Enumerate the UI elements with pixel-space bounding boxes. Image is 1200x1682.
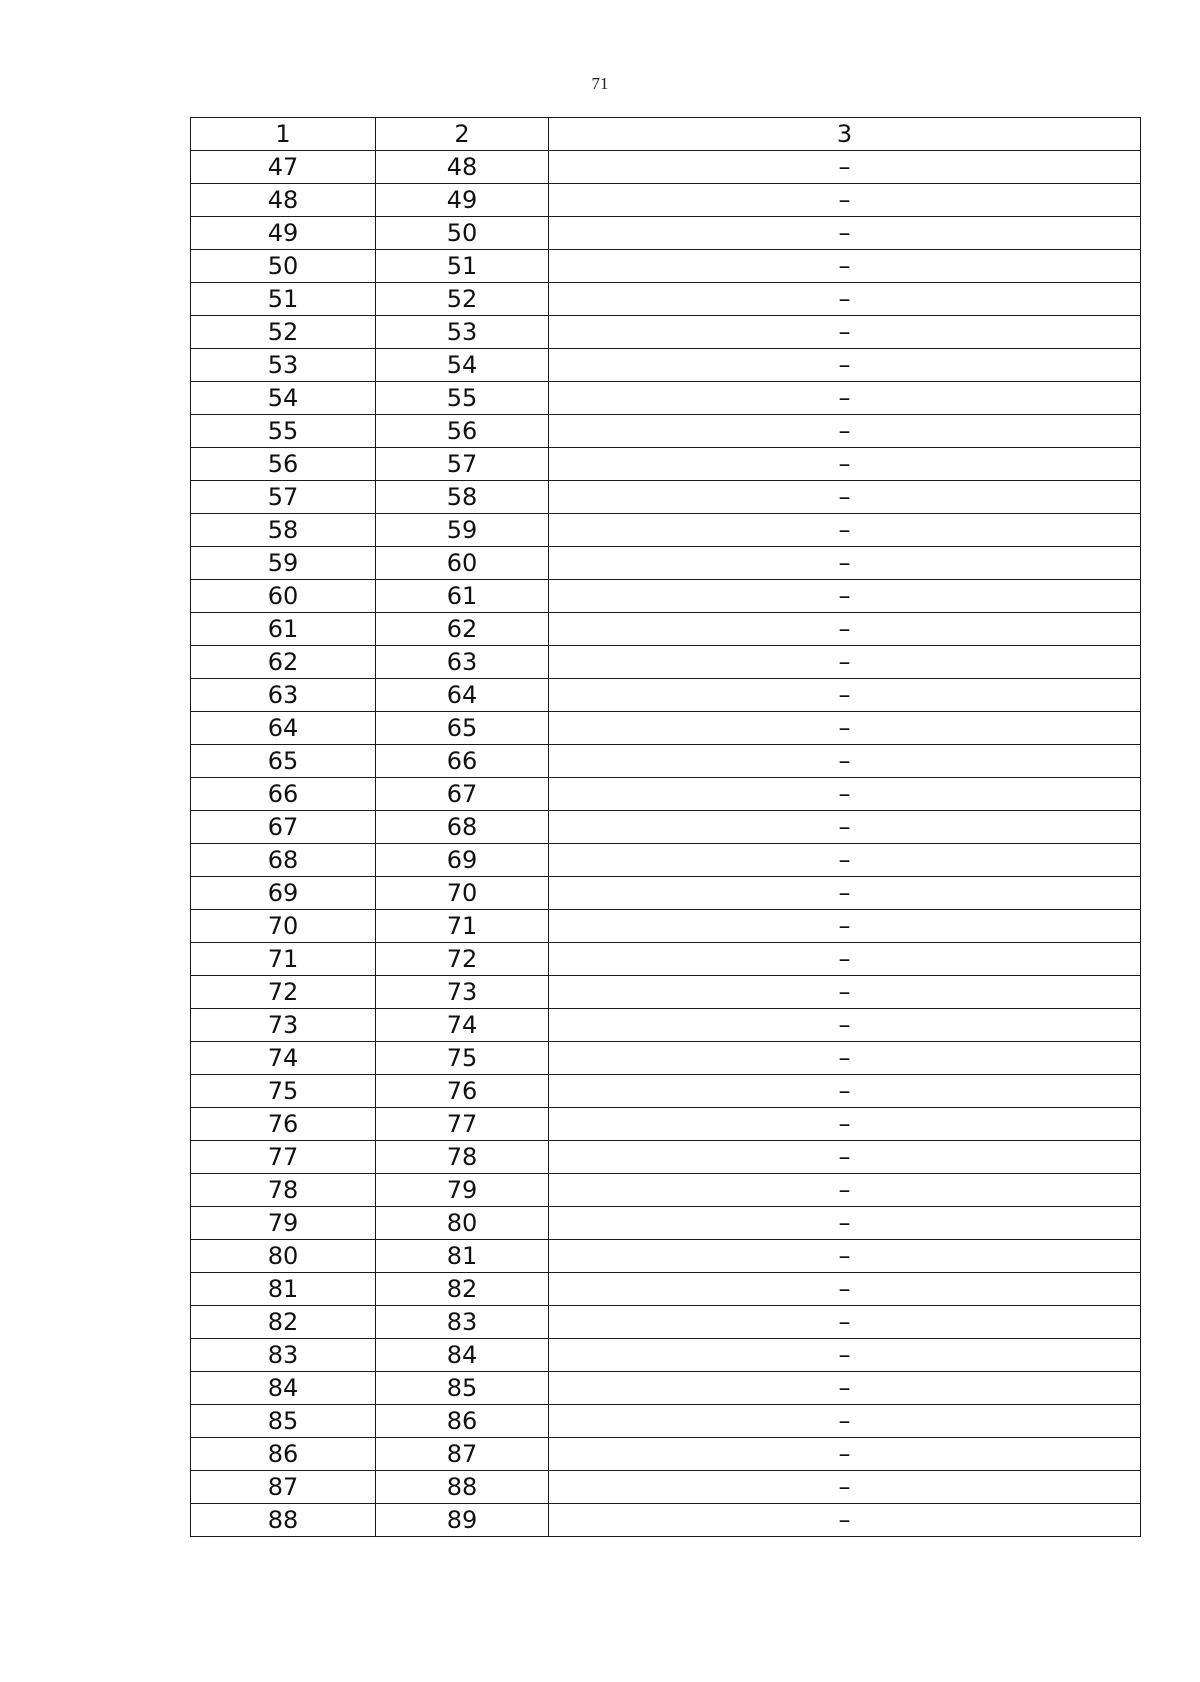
table-cell-col-1: 72	[191, 976, 376, 1009]
table-row	[191, 481, 1141, 514]
table-cell-col-1: 68	[191, 844, 376, 877]
table-cell-col-1: 61	[191, 613, 376, 646]
table-cell-col-2: 48	[376, 151, 549, 184]
table-cell-col-2: 85	[376, 1372, 549, 1405]
table-cell-col-3: –	[549, 1141, 1141, 1174]
table-row	[191, 844, 1141, 877]
table-row	[191, 1240, 1141, 1273]
table-row	[191, 712, 1141, 745]
table-row	[191, 283, 1141, 316]
table-cell-col-2: 66	[376, 745, 549, 778]
table-cell-col-3: –	[549, 1339, 1141, 1372]
table-row	[191, 382, 1141, 415]
header-cell-col-1: 1	[191, 118, 376, 151]
table-row	[191, 514, 1141, 547]
table-cell-col-2: 65	[376, 712, 549, 745]
table-cell-col-3: –	[549, 1240, 1141, 1273]
table-cell-col-2: 69	[376, 844, 549, 877]
table-cell-col-1: 87	[191, 1471, 376, 1504]
table-row	[191, 943, 1141, 976]
table-cell-col-3: –	[549, 1273, 1141, 1306]
table-cell-col-2: 88	[376, 1471, 549, 1504]
table-cell-col-3: –	[549, 514, 1141, 547]
table-cell-col-1: 56	[191, 448, 376, 481]
table-cell-col-3: –	[549, 646, 1141, 679]
table-row	[191, 1075, 1141, 1108]
table-cell-col-3: –	[549, 184, 1141, 217]
table-cell-col-3: –	[549, 910, 1141, 943]
table-cell-col-2: 83	[376, 1306, 549, 1339]
table-cell-col-1: 54	[191, 382, 376, 415]
table-cell-col-2: 86	[376, 1405, 549, 1438]
table-cell-col-2: 61	[376, 580, 549, 613]
table-cell-col-2: 81	[376, 1240, 549, 1273]
table-row	[191, 646, 1141, 679]
table-cell-col-1: 55	[191, 415, 376, 448]
table-cell-col-2: 79	[376, 1174, 549, 1207]
table-cell-col-3: –	[549, 151, 1141, 184]
table-cell-col-3: –	[549, 382, 1141, 415]
table-row	[191, 547, 1141, 580]
table-cell-col-1: 47	[191, 151, 376, 184]
table-cell-col-3: –	[549, 481, 1141, 514]
table-cell-col-2: 77	[376, 1108, 549, 1141]
table-row	[191, 1108, 1141, 1141]
table-cell-col-2: 70	[376, 877, 549, 910]
table-cell-col-1: 62	[191, 646, 376, 679]
table-row	[191, 1141, 1141, 1174]
table-cell-col-2: 54	[376, 349, 549, 382]
table-cell-col-2: 52	[376, 283, 549, 316]
table-cell-col-3: –	[549, 613, 1141, 646]
table-row	[191, 1372, 1141, 1405]
table-cell-col-3: –	[549, 1207, 1141, 1240]
page-number: 71	[591, 74, 609, 93]
table-cell-col-1: 75	[191, 1075, 376, 1108]
table-cell-col-1: 51	[191, 283, 376, 316]
table-cell-col-3: –	[549, 448, 1141, 481]
table-cell-col-1: 85	[191, 1405, 376, 1438]
table-cell-col-3: –	[549, 1042, 1141, 1075]
table-cell-col-3: –	[549, 877, 1141, 910]
table-cell-col-2: 53	[376, 316, 549, 349]
table-cell-col-1: 74	[191, 1042, 376, 1075]
table-cell-col-2: 55	[376, 382, 549, 415]
table-row	[191, 910, 1141, 943]
table-cell-col-2: 80	[376, 1207, 549, 1240]
table-cell-col-3: –	[549, 976, 1141, 1009]
table-cell-col-1: 50	[191, 250, 376, 283]
table-cell-col-3: –	[549, 250, 1141, 283]
table-cell-col-2: 89	[376, 1504, 549, 1537]
table-row	[191, 415, 1141, 448]
table-row	[191, 1339, 1141, 1372]
table-row	[191, 349, 1141, 382]
table-row	[191, 1405, 1141, 1438]
table-row	[191, 745, 1141, 778]
table-cell-col-2: 67	[376, 778, 549, 811]
table-cell-col-1: 76	[191, 1108, 376, 1141]
table-cell-col-3: –	[549, 1108, 1141, 1141]
table-cell-col-1: 67	[191, 811, 376, 844]
table-row	[191, 1273, 1141, 1306]
table-cell-col-3: –	[549, 1009, 1141, 1042]
table-row	[191, 217, 1141, 250]
table-cell-col-3: –	[549, 811, 1141, 844]
table-cell-col-2: 60	[376, 547, 549, 580]
table-cell-col-1: 64	[191, 712, 376, 745]
table-row	[191, 316, 1141, 349]
table-cell-col-2: 59	[376, 514, 549, 547]
header-cell-col-2: 2	[376, 118, 549, 151]
table-cell-col-3: –	[549, 745, 1141, 778]
table-row	[191, 1471, 1141, 1504]
table-header-row	[191, 118, 1141, 151]
table-row	[191, 1009, 1141, 1042]
table-cell-col-2: 58	[376, 481, 549, 514]
table-cell-col-3: –	[549, 1471, 1141, 1504]
table-cell-col-1: 48	[191, 184, 376, 217]
table-cell-col-2: 63	[376, 646, 549, 679]
table-cell-col-2: 71	[376, 910, 549, 943]
table-cell-col-1: 77	[191, 1141, 376, 1174]
table-cell-col-3: –	[549, 283, 1141, 316]
table-cell-col-3: –	[549, 1372, 1141, 1405]
table-row	[191, 1174, 1141, 1207]
table-cell-col-2: 82	[376, 1273, 549, 1306]
table-row	[191, 1042, 1141, 1075]
table-cell-col-2: 73	[376, 976, 549, 1009]
table-cell-col-1: 69	[191, 877, 376, 910]
table-cell-col-3: –	[549, 349, 1141, 382]
table-body	[191, 118, 1141, 1537]
table-cell-col-1: 53	[191, 349, 376, 382]
table-cell-col-1: 63	[191, 679, 376, 712]
table-row	[191, 580, 1141, 613]
table-cell-col-2: 57	[376, 448, 549, 481]
table-cell-col-2: 64	[376, 679, 549, 712]
table-cell-col-1: 73	[191, 1009, 376, 1042]
table-cell-col-1: 59	[191, 547, 376, 580]
table-row	[191, 976, 1141, 1009]
table-row	[191, 877, 1141, 910]
table-cell-col-2: 84	[376, 1339, 549, 1372]
table-cell-col-1: 49	[191, 217, 376, 250]
table-cell-col-2: 78	[376, 1141, 549, 1174]
table-cell-col-2: 87	[376, 1438, 549, 1471]
table-cell-col-1: 65	[191, 745, 376, 778]
table-cell-col-2: 76	[376, 1075, 549, 1108]
table-cell-col-3: –	[549, 679, 1141, 712]
table-cell-col-2: 51	[376, 250, 549, 283]
table-cell-col-1: 71	[191, 943, 376, 976]
table-row	[191, 151, 1141, 184]
table-cell-col-3: –	[549, 316, 1141, 349]
table-cell-col-1: 78	[191, 1174, 376, 1207]
header-cell-col-3: 3	[549, 118, 1141, 151]
table-row	[191, 1438, 1141, 1471]
table-cell-col-1: 60	[191, 580, 376, 613]
table-cell-col-3: –	[549, 1405, 1141, 1438]
table-cell-col-3: –	[549, 1438, 1141, 1471]
table-cell-col-1: 57	[191, 481, 376, 514]
table-cell-col-3: –	[549, 1306, 1141, 1339]
table-cell-col-2: 72	[376, 943, 549, 976]
table-cell-col-2: 50	[376, 217, 549, 250]
table-cell-col-3: –	[549, 712, 1141, 745]
table-cell-col-1: 80	[191, 1240, 376, 1273]
table-cell-col-3: –	[549, 547, 1141, 580]
table-cell-col-1: 83	[191, 1339, 376, 1372]
table-row	[191, 1504, 1141, 1537]
table-row	[191, 613, 1141, 646]
table-row	[191, 184, 1141, 217]
table-cell-col-1: 81	[191, 1273, 376, 1306]
table-cell-col-2: 75	[376, 1042, 549, 1075]
table-cell-col-3: –	[549, 1075, 1141, 1108]
table-cell-col-3: –	[549, 415, 1141, 448]
table-cell-col-1: 86	[191, 1438, 376, 1471]
table-row	[191, 811, 1141, 844]
table-cell-col-3: –	[549, 1504, 1141, 1537]
table-cell-col-1: 66	[191, 778, 376, 811]
table-cell-col-3: –	[549, 217, 1141, 250]
table-row	[191, 448, 1141, 481]
table-row	[191, 1207, 1141, 1240]
table-row	[191, 679, 1141, 712]
table-cell-col-2: 62	[376, 613, 549, 646]
table-cell-col-3: –	[549, 1174, 1141, 1207]
table-row	[191, 1306, 1141, 1339]
table-row	[191, 250, 1141, 283]
table-cell-col-2: 49	[376, 184, 549, 217]
table-cell-col-1: 58	[191, 514, 376, 547]
table-cell-col-1: 82	[191, 1306, 376, 1339]
table-cell-col-1: 70	[191, 910, 376, 943]
table-cell-col-1: 88	[191, 1504, 376, 1537]
table-cell-col-3: –	[549, 844, 1141, 877]
table-cell-col-2: 56	[376, 415, 549, 448]
table-cell-col-2: 68	[376, 811, 549, 844]
table-cell-col-3: –	[549, 943, 1141, 976]
table-cell-col-1: 52	[191, 316, 376, 349]
data-table	[190, 117, 1141, 1537]
table-cell-col-3: –	[549, 778, 1141, 811]
table-cell-col-2: 74	[376, 1009, 549, 1042]
table-cell-col-3: –	[549, 580, 1141, 613]
table-cell-col-1: 84	[191, 1372, 376, 1405]
table-cell-col-1: 79	[191, 1207, 376, 1240]
table-row	[191, 778, 1141, 811]
